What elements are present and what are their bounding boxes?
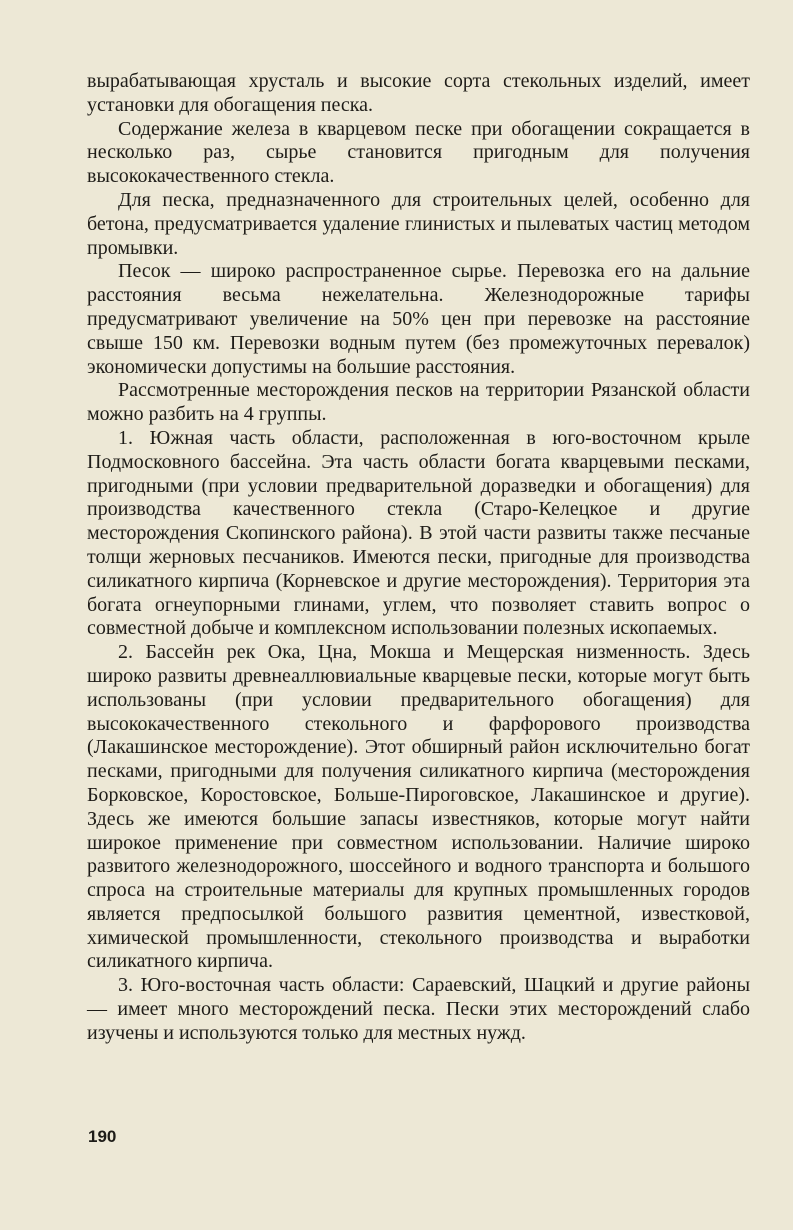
paragraph-iron-content: Содержание железа в кварцевом песке при обогащении сокращается в несколько раз, сырье становится пригодным для получения высококачественного стекла. (87, 117, 750, 188)
paragraph-group-2: 2. Бассейн рек Ока, Цна, Мокша и Мещерская низменность. Здесь широко развиты древнеаллювиальные кварцевые пески, которые могут быть использованы (при условии предварительного обогащения) для высококачественного стекольного и фарфорового производства (Лакашинское месторождение). Этот обширный район исключительно богат песками, пригодными для получения силикатного кирпича (месторождения Борковское, Коростовское, Больше-Пироговское, Лакашинское и другие). Здесь же имеются большие запасы известняков, которые могут найти широкое применение при совместном использовании. Наличие широко развитого железнодорожного, шоссейного и водного транспорта и большого спроса на строительные материалы для крупных промышленных городов является предпосылкой большого развития цементной, известковой, химической промышленности, стекольного производства и выработки силикатного кирпича. (87, 641, 750, 973)
paragraph-group-3: 3. Юго-восточная часть области: Сараевский, Шацкий и другие районы — имеет много месторождений песка. Пески этих месторождений слабо изучены и используются только для местных нужд. (87, 974, 750, 1044)
page-number: 190 (88, 1127, 117, 1146)
paragraph-continuation: вырабатывающая хрусталь и высокие сорта стекольных изделий, имеет установки для обогащения песка. (87, 70, 750, 116)
paragraph-deposit-groups: Рассмотренные месторождения песков на территории Рязанской области можно разбить на 4 группы. (87, 379, 750, 426)
paragraph-construction-sand: Для песка, предназначенного для строительных целей, особенно для бетона, предусматривается удаление глинистых и пылеватых частиц методом промывки. (87, 188, 750, 259)
page-text-block (87, 70, 750, 1046)
paragraph-sand-transport: Песок — широко распространенное сырье. Перевозка его на дальние расстояния весьма нежелательна. Железнодорожные тарифы предусматривают увеличение на 50% цен при перевозке на расстояние свыше 150 км. Перевозки водным путем (без промежуточных перевалок) экономически допустимы на большие расстояния. (87, 260, 750, 378)
paragraph-group-1: 1. Южная часть области, расположенная в юго-восточном крыле Подмосковного бассейна. Эта часть области богата кварцевыми песками, пригодными (при условии предварительной доразведки и обогащения) для производства качественного стекла (Старо-Келецкое и другие месторождения Скопинского района). В этой части развиты также песчаные толщи жерновых песчаников. Имеются пески, пригодные для производства силикатного кирпича (Корневское и другие месторождения). Территория эта богата огнеупорными глинами, углем, что позволяет ставить вопрос о совместной добыче и комплексном использовании полезных ископаемых. (87, 426, 750, 640)
